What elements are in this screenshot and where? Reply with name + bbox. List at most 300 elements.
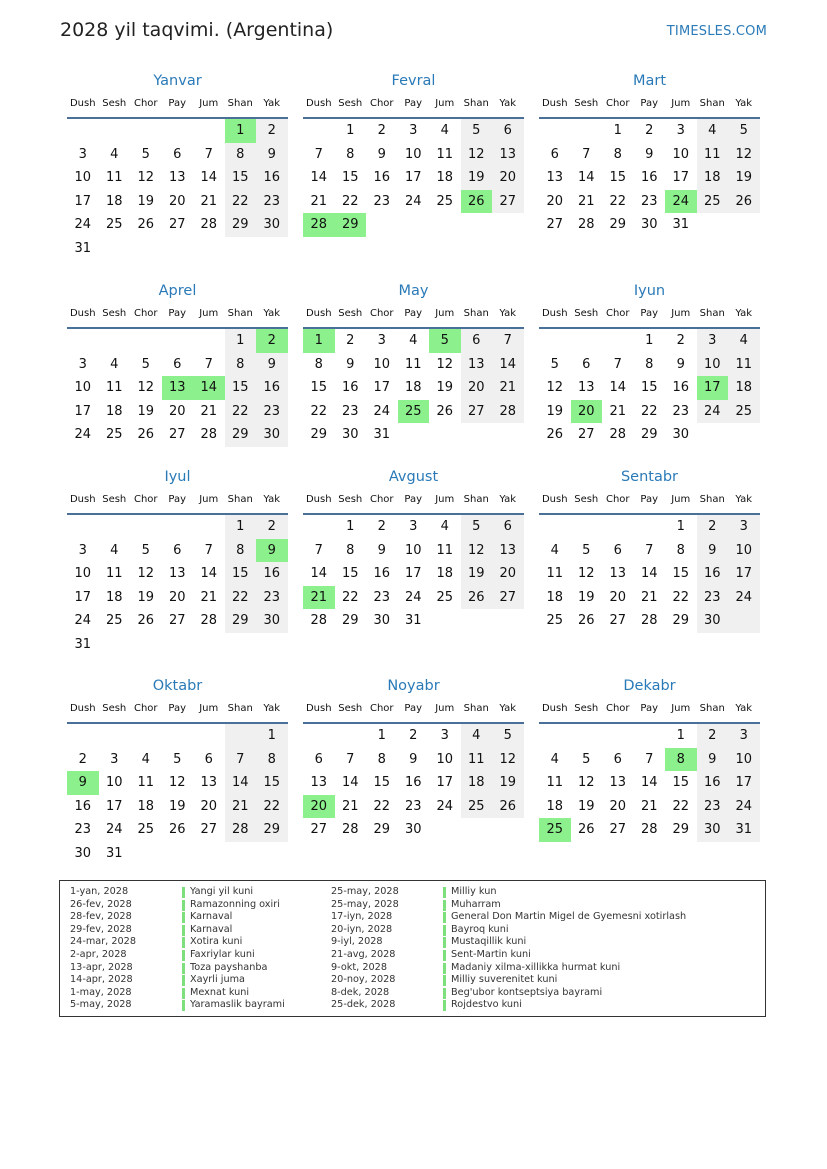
holiday-day: 1 bbox=[303, 329, 335, 353]
weekday-header: Jum bbox=[435, 308, 455, 319]
day-cell: 19 bbox=[499, 775, 517, 790]
day-cell: 29 bbox=[609, 217, 627, 232]
day-cell: 23 bbox=[373, 589, 391, 605]
weekday-header: Jum bbox=[199, 98, 219, 109]
day-cell: 3 bbox=[409, 519, 418, 534]
day-cell: 17 bbox=[74, 403, 92, 419]
day-cell: 16 bbox=[373, 170, 391, 185]
holiday-name: Milliy kun bbox=[451, 886, 497, 897]
day-cell: 4 bbox=[110, 542, 119, 558]
holiday-date: 2-apr, 2028 bbox=[70, 949, 127, 960]
day-cell: 23 bbox=[373, 193, 391, 209]
day-cell: 26 bbox=[546, 427, 564, 442]
weekday-header: Pay bbox=[640, 703, 659, 714]
weekday-header: Jum bbox=[671, 98, 691, 109]
day-cell: 19 bbox=[137, 193, 155, 209]
day-cell: 20 bbox=[546, 193, 564, 209]
day-cell: 4 bbox=[708, 123, 717, 138]
day-cell: 28 bbox=[200, 217, 218, 232]
day-cell: 26 bbox=[137, 427, 155, 442]
day-cell: 17 bbox=[404, 170, 422, 185]
holiday-marker bbox=[182, 900, 185, 911]
day-cell: 6 bbox=[314, 751, 323, 767]
weekday-header: Sesh bbox=[574, 703, 599, 714]
holiday-marker bbox=[443, 925, 446, 936]
holiday-marker bbox=[443, 950, 446, 961]
day-cell: 2 bbox=[267, 123, 276, 138]
weekday-header: Dush bbox=[305, 308, 332, 319]
day-cell: 26 bbox=[577, 613, 595, 628]
holiday-date: 25-may, 2028 bbox=[331, 886, 399, 897]
holiday-name: Yaramaslik bayrami bbox=[190, 999, 285, 1011]
day-cell: 2 bbox=[708, 728, 717, 743]
day-cell: 7 bbox=[236, 751, 245, 767]
day-cell: 30 bbox=[703, 822, 721, 837]
weekday-header: Sesh bbox=[574, 98, 599, 109]
holiday-day: 2 bbox=[256, 329, 288, 353]
day-cell: 11 bbox=[467, 751, 485, 767]
day-cell: 28 bbox=[499, 403, 517, 419]
day-cell: 9 bbox=[346, 356, 355, 372]
holiday-date: 21-avg, 2028 bbox=[331, 949, 396, 960]
day-cell: 10 bbox=[735, 542, 753, 558]
day-cell: 9 bbox=[267, 356, 276, 372]
day-cell: 2 bbox=[645, 123, 654, 138]
day-cell: 17 bbox=[74, 193, 92, 209]
holiday-date: 20-noy, 2028 bbox=[331, 974, 396, 986]
day-cell: 11 bbox=[105, 380, 123, 395]
weekday-header: Dush bbox=[69, 98, 96, 109]
day-cell: 22 bbox=[373, 798, 391, 814]
day-cell: 16 bbox=[74, 798, 92, 814]
month-name: Aprel bbox=[158, 283, 197, 299]
day-cell: 28 bbox=[231, 822, 249, 837]
holiday-date: 29-fev, 2028 bbox=[70, 923, 132, 935]
day-cell: 12 bbox=[735, 146, 753, 162]
day-cell: 31 bbox=[672, 217, 690, 232]
day-cell: 8 bbox=[236, 542, 245, 558]
day-cell: 19 bbox=[436, 380, 454, 395]
day-cell: 1 bbox=[236, 519, 245, 534]
month-name: Fevral bbox=[391, 73, 436, 89]
day-cell: 2 bbox=[377, 123, 386, 138]
day-cell: 18 bbox=[105, 589, 123, 605]
day-cell: 16 bbox=[640, 170, 658, 185]
weekday-header: Shan bbox=[699, 308, 725, 319]
day-cell: 14 bbox=[310, 566, 328, 581]
month-fevral bbox=[303, 73, 524, 243]
holiday-day: 14 bbox=[193, 376, 225, 400]
weekday-header: Jum bbox=[199, 494, 219, 505]
weekday-header: Jum bbox=[435, 494, 455, 505]
day-cell: 3 bbox=[739, 728, 748, 743]
month-avgust bbox=[303, 469, 524, 639]
day-cell: 13 bbox=[200, 775, 218, 790]
day-cell: 6 bbox=[613, 542, 622, 558]
day-cell: 24 bbox=[74, 217, 92, 232]
day-cell: 20 bbox=[168, 193, 186, 209]
day-cell: 29 bbox=[672, 822, 690, 837]
day-cell: 25 bbox=[546, 613, 564, 628]
day-cell: 22 bbox=[672, 589, 690, 605]
day-cell: 23 bbox=[703, 589, 721, 605]
holiday-marker bbox=[182, 963, 185, 974]
day-cell: 27 bbox=[168, 427, 186, 442]
holiday-date: 25-may, 2028 bbox=[331, 898, 399, 910]
day-cell: 7 bbox=[613, 356, 622, 372]
day-cell: 8 bbox=[613, 146, 622, 162]
day-cell: 1 bbox=[676, 519, 685, 534]
day-cell: 20 bbox=[467, 380, 485, 395]
day-cell: 13 bbox=[609, 566, 627, 581]
day-cell: 26 bbox=[168, 822, 186, 837]
weekday-header: Dush bbox=[69, 494, 96, 505]
weekday-header: Dush bbox=[69, 308, 96, 319]
weekday-header: Dush bbox=[541, 703, 568, 714]
day-cell: 2 bbox=[708, 519, 717, 534]
month-name: Mart bbox=[632, 73, 667, 89]
day-cell: 17 bbox=[404, 566, 422, 581]
weekday-header: Yak bbox=[499, 98, 517, 109]
weekday-header: Yak bbox=[499, 308, 517, 319]
day-cell: 29 bbox=[231, 217, 249, 232]
day-cell: 30 bbox=[74, 845, 92, 861]
day-cell: 25 bbox=[735, 403, 753, 419]
day-cell: 19 bbox=[577, 798, 595, 814]
day-cell: 24 bbox=[74, 613, 92, 628]
day-cell: 18 bbox=[546, 589, 564, 605]
day-cell: 25 bbox=[703, 193, 721, 209]
day-cell: 4 bbox=[440, 519, 449, 534]
weekday-header: Jum bbox=[435, 703, 455, 714]
weekday-header: Shan bbox=[227, 98, 253, 109]
month-name: Noyabr bbox=[387, 678, 440, 694]
day-cell: 14 bbox=[310, 170, 328, 185]
day-cell: 4 bbox=[110, 356, 119, 372]
holiday-day: 25 bbox=[398, 400, 430, 424]
day-cell: 20 bbox=[168, 403, 186, 419]
day-cell: 16 bbox=[341, 380, 359, 395]
day-cell: 12 bbox=[577, 775, 595, 790]
day-cell: 9 bbox=[377, 542, 386, 558]
day-cell: 31 bbox=[735, 822, 753, 837]
day-cell: 22 bbox=[263, 798, 281, 814]
day-cell: 18 bbox=[137, 798, 155, 814]
day-cell: 8 bbox=[346, 146, 355, 162]
day-cell: 5 bbox=[739, 123, 748, 138]
day-cell: 15 bbox=[231, 380, 249, 395]
day-cell: 7 bbox=[503, 333, 512, 348]
weekday-header: Sesh bbox=[338, 98, 363, 109]
day-cell: 5 bbox=[141, 146, 150, 162]
day-cell: 16 bbox=[703, 566, 721, 581]
day-cell: 28 bbox=[640, 822, 658, 837]
weekday-header: Shan bbox=[699, 494, 725, 505]
day-cell: 13 bbox=[499, 542, 517, 558]
day-cell: 21 bbox=[577, 193, 595, 209]
month-yanvar bbox=[67, 73, 288, 256]
day-cell: 2 bbox=[346, 333, 355, 348]
day-cell: 19 bbox=[467, 170, 485, 185]
month-aprel bbox=[67, 283, 288, 453]
day-cell: 1 bbox=[645, 333, 654, 348]
day-cell: 1 bbox=[346, 519, 355, 534]
day-cell: 2 bbox=[78, 751, 87, 767]
day-cell: 14 bbox=[640, 775, 658, 790]
day-cell: 20 bbox=[609, 798, 627, 814]
weekday-header: Jum bbox=[199, 703, 219, 714]
day-cell: 6 bbox=[173, 356, 182, 372]
weekday-header: Sesh bbox=[338, 308, 363, 319]
weekday-header: Shan bbox=[227, 494, 253, 505]
day-cell: 5 bbox=[141, 356, 150, 372]
day-cell: 10 bbox=[74, 380, 92, 395]
month-name: Yanvar bbox=[153, 73, 202, 89]
weekday-header: Pay bbox=[168, 308, 187, 319]
day-cell: 30 bbox=[263, 613, 281, 628]
day-cell: 26 bbox=[436, 403, 454, 419]
weekday-header: Sesh bbox=[338, 703, 363, 714]
day-cell: 9 bbox=[645, 146, 654, 162]
day-cell: 7 bbox=[204, 542, 213, 558]
day-cell: 3 bbox=[377, 333, 386, 348]
day-cell: 24 bbox=[373, 403, 391, 419]
day-cell: 23 bbox=[703, 798, 721, 814]
weekday-header: Pay bbox=[404, 703, 423, 714]
weekday-header: Dush bbox=[69, 703, 96, 714]
day-cell: 23 bbox=[263, 193, 281, 209]
day-cell: 3 bbox=[440, 728, 449, 743]
day-cell: 10 bbox=[404, 542, 422, 558]
day-cell: 5 bbox=[472, 123, 481, 138]
day-cell: 23 bbox=[640, 193, 658, 209]
weekday-header: Chor bbox=[133, 494, 158, 505]
month-iyun bbox=[539, 283, 760, 453]
day-cell: 13 bbox=[546, 170, 564, 185]
month-name: Iyul bbox=[164, 469, 191, 485]
day-cell: 3 bbox=[78, 146, 87, 162]
holiday-name: General Don Martin Migel de Gyemesni xotirlash bbox=[451, 911, 687, 923]
holiday-name: Beg'ubor kontseptsiya bayrami bbox=[451, 986, 603, 998]
day-cell: 29 bbox=[231, 427, 249, 442]
holiday-day: 8 bbox=[665, 748, 697, 772]
day-cell: 12 bbox=[137, 380, 155, 395]
holiday-day: 5 bbox=[429, 329, 461, 353]
weekday-header: Jum bbox=[435, 98, 455, 109]
day-cell: 4 bbox=[110, 146, 119, 162]
day-cell: 4 bbox=[472, 728, 481, 743]
day-cell: 12 bbox=[577, 566, 595, 581]
day-cell: 2 bbox=[676, 333, 685, 348]
day-cell: 10 bbox=[404, 146, 422, 162]
day-cell: 3 bbox=[739, 519, 748, 534]
holiday-name: Bayroq kuni bbox=[451, 923, 509, 935]
day-cell: 17 bbox=[436, 775, 454, 790]
day-cell: 23 bbox=[341, 403, 359, 419]
day-cell: 6 bbox=[613, 751, 622, 767]
day-cell: 21 bbox=[341, 798, 359, 814]
holiday-marker bbox=[443, 887, 446, 898]
day-cell: 3 bbox=[676, 123, 685, 138]
day-cell: 6 bbox=[173, 542, 182, 558]
holiday-day: 28 bbox=[303, 213, 335, 237]
day-cell: 24 bbox=[436, 798, 454, 814]
holiday-day: 21 bbox=[303, 586, 335, 610]
holiday-marker bbox=[443, 912, 446, 923]
day-cell: 17 bbox=[373, 380, 391, 395]
day-cell: 11 bbox=[735, 356, 753, 372]
weekday-header: Chor bbox=[605, 494, 630, 505]
day-cell: 12 bbox=[467, 542, 485, 558]
day-cell: 31 bbox=[74, 636, 92, 652]
day-cell: 18 bbox=[703, 170, 721, 185]
day-cell: 27 bbox=[200, 822, 218, 837]
day-cell: 26 bbox=[467, 589, 485, 605]
weekday-header: Yak bbox=[735, 494, 753, 505]
day-cell: 11 bbox=[436, 146, 454, 162]
day-cell: 15 bbox=[341, 566, 359, 581]
day-cell: 29 bbox=[231, 613, 249, 628]
day-cell: 22 bbox=[231, 193, 249, 209]
day-cell: 29 bbox=[263, 822, 281, 837]
day-cell: 15 bbox=[672, 775, 690, 790]
day-cell: 26 bbox=[137, 217, 155, 232]
holiday-date: 13-apr, 2028 bbox=[70, 961, 133, 973]
holiday-marker bbox=[182, 937, 185, 948]
day-cell: 21 bbox=[640, 589, 658, 605]
holiday-date: 25-dek, 2028 bbox=[331, 999, 396, 1011]
day-cell: 6 bbox=[204, 751, 213, 767]
weekday-header: Chor bbox=[369, 98, 394, 109]
day-cell: 24 bbox=[735, 589, 753, 605]
holiday-name: Rojdestvo kuni bbox=[451, 999, 522, 1011]
weekday-header: Chor bbox=[133, 308, 158, 319]
day-cell: 19 bbox=[467, 566, 485, 581]
holiday-day: 9 bbox=[256, 539, 288, 563]
day-cell: 6 bbox=[503, 519, 512, 534]
day-cell: 2 bbox=[267, 519, 276, 534]
month-iyul bbox=[67, 469, 288, 652]
day-cell: 27 bbox=[467, 403, 485, 419]
day-cell: 24 bbox=[703, 403, 721, 419]
day-cell: 13 bbox=[577, 380, 595, 395]
day-cell: 4 bbox=[141, 751, 150, 767]
day-cell: 11 bbox=[404, 356, 422, 372]
day-cell: 28 bbox=[310, 613, 328, 628]
day-cell: 19 bbox=[546, 403, 564, 419]
weekday-header: Pay bbox=[404, 308, 423, 319]
weekday-header: Dush bbox=[305, 98, 332, 109]
weekday-header: Shan bbox=[463, 494, 489, 505]
day-cell: 17 bbox=[672, 170, 690, 185]
weekday-header: Yak bbox=[263, 98, 281, 109]
month-sentabr bbox=[539, 469, 760, 639]
weekday-header: Yak bbox=[499, 494, 517, 505]
holiday-name: Karnaval bbox=[190, 923, 233, 935]
month-name: Sentabr bbox=[620, 469, 679, 485]
weekday-header: Chor bbox=[369, 703, 394, 714]
day-cell: 3 bbox=[708, 333, 717, 348]
day-cell: 8 bbox=[645, 356, 654, 372]
day-cell: 15 bbox=[310, 380, 328, 395]
weekday-header: Dush bbox=[305, 494, 332, 505]
day-cell: 4 bbox=[409, 333, 418, 348]
brand-link[interactable]: TIMESLES.COM bbox=[666, 24, 767, 39]
day-cell: 16 bbox=[703, 775, 721, 790]
weekday-header: Pay bbox=[168, 494, 187, 505]
day-cell: 12 bbox=[436, 356, 454, 372]
day-cell: 18 bbox=[105, 403, 123, 419]
day-cell: 18 bbox=[467, 775, 485, 790]
holiday-marker bbox=[443, 963, 446, 974]
holiday-date: 28-fev, 2028 bbox=[70, 911, 132, 923]
day-cell: 3 bbox=[409, 123, 418, 138]
month-name: Oktabr bbox=[152, 678, 203, 694]
day-cell: 25 bbox=[467, 798, 485, 814]
weekday-header: Shan bbox=[699, 98, 725, 109]
day-cell: 25 bbox=[137, 822, 155, 837]
day-cell: 18 bbox=[735, 380, 753, 395]
day-cell: 13 bbox=[310, 775, 328, 790]
month-oktabr bbox=[67, 678, 288, 861]
day-cell: 27 bbox=[546, 217, 564, 232]
day-cell: 7 bbox=[645, 542, 654, 558]
day-cell: 14 bbox=[200, 170, 218, 185]
day-cell: 20 bbox=[499, 170, 517, 185]
day-cell: 24 bbox=[404, 589, 422, 605]
day-cell: 1 bbox=[676, 728, 685, 743]
day-cell: 2 bbox=[377, 519, 386, 534]
day-cell: 11 bbox=[546, 566, 564, 581]
weekday-header: Chor bbox=[605, 308, 630, 319]
day-cell: 10 bbox=[672, 146, 690, 162]
holiday-name: Yangi yil kuni bbox=[190, 886, 254, 897]
holiday-date: 9-okt, 2028 bbox=[331, 961, 387, 973]
holiday-marker bbox=[443, 937, 446, 948]
day-cell: 8 bbox=[236, 356, 245, 372]
day-cell: 16 bbox=[263, 380, 281, 395]
weekday-header: Sesh bbox=[102, 98, 127, 109]
day-cell: 11 bbox=[105, 170, 123, 185]
day-cell: 26 bbox=[499, 798, 517, 814]
holiday-day: 25 bbox=[539, 818, 571, 842]
day-cell: 8 bbox=[377, 751, 386, 767]
day-cell: 10 bbox=[703, 356, 721, 372]
day-cell: 15 bbox=[231, 170, 249, 185]
weekday-header: Shan bbox=[463, 308, 489, 319]
weekday-header: Sesh bbox=[574, 494, 599, 505]
day-cell: 19 bbox=[137, 403, 155, 419]
weekday-header: Sesh bbox=[338, 494, 363, 505]
day-cell: 4 bbox=[550, 751, 559, 767]
holiday-marker bbox=[182, 887, 185, 898]
day-cell: 3 bbox=[78, 356, 87, 372]
holiday-day: 20 bbox=[303, 795, 335, 819]
weekday-header: Shan bbox=[227, 703, 253, 714]
day-cell: 27 bbox=[499, 193, 517, 209]
day-cell: 31 bbox=[373, 427, 391, 442]
month-name: Dekabr bbox=[623, 678, 676, 694]
day-cell: 10 bbox=[436, 751, 454, 767]
weekday-header: Shan bbox=[227, 308, 253, 319]
day-cell: 1 bbox=[346, 123, 355, 138]
day-cell: 15 bbox=[231, 566, 249, 581]
day-cell: 28 bbox=[200, 427, 218, 442]
weekday-header: Jum bbox=[671, 308, 691, 319]
day-cell: 15 bbox=[341, 170, 359, 185]
weekday-header: Jum bbox=[671, 703, 691, 714]
day-cell: 24 bbox=[74, 427, 92, 442]
